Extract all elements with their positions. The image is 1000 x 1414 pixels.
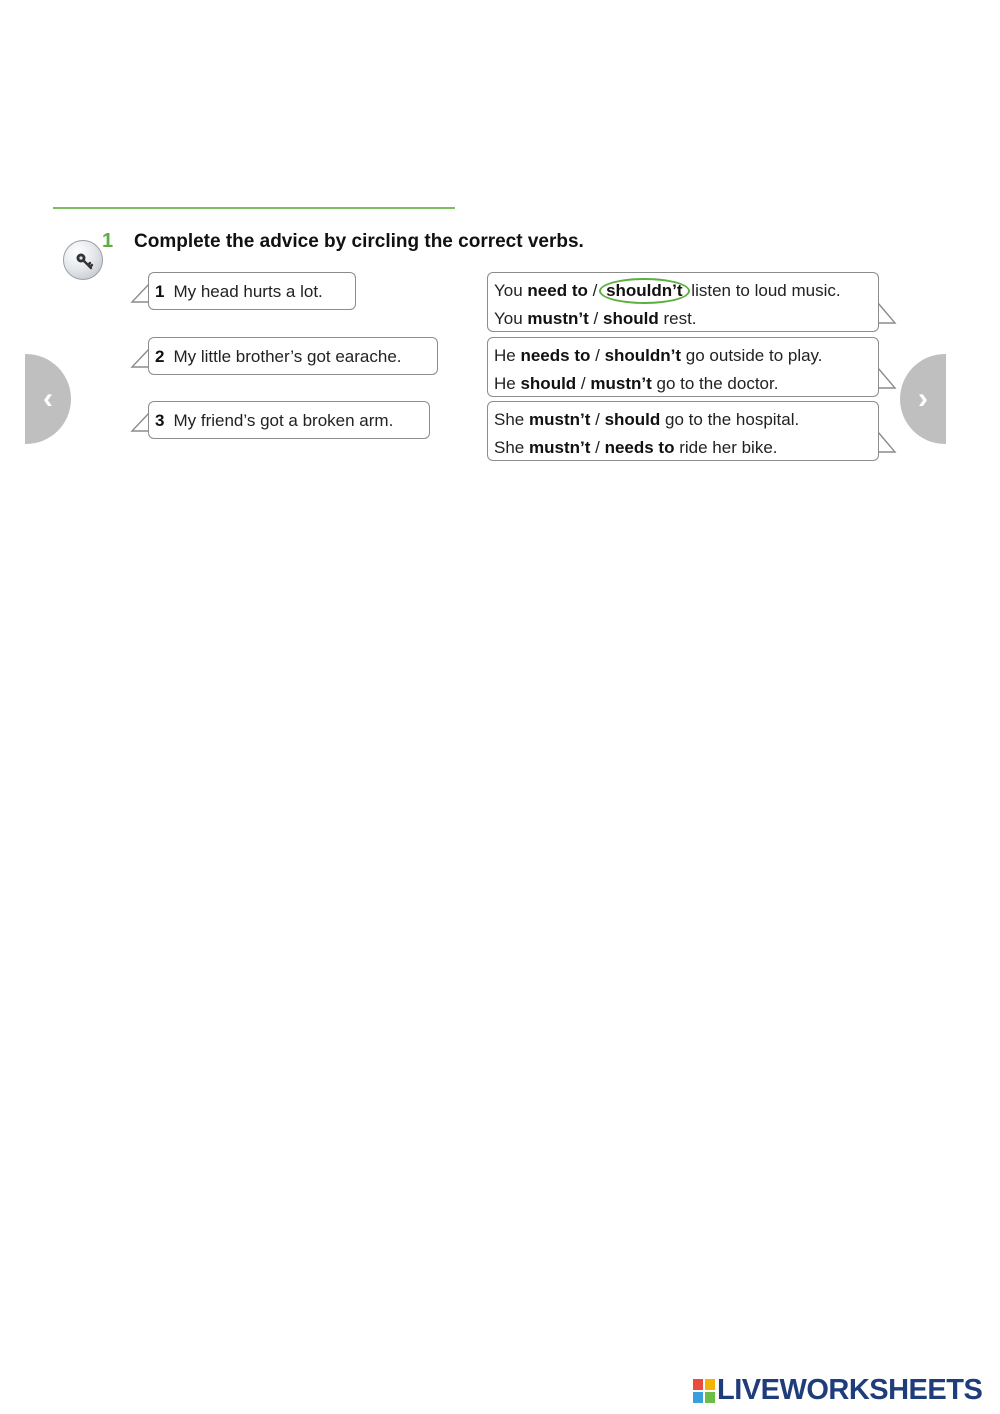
logo-mark-icon [693, 1379, 715, 1403]
liveworksheets-logo[interactable] [693, 1374, 982, 1407]
problem-text: My friend’s got a broken arm. [173, 411, 394, 430]
verb-option-shouldnt-circled[interactable]: shouldn’t [599, 278, 689, 304]
verb-option-mustnt[interactable]: mustn’t [528, 410, 591, 429]
logo-text: LIVEWORKSHEETS [717, 1374, 983, 1406]
chevron-left-icon: ‹ [43, 382, 53, 415]
speech-bubble-tail [876, 366, 898, 392]
key-icon [63, 240, 103, 280]
advice-line: He should / mustn’t go to the doctor. [494, 374, 779, 393]
exercise-number: 1 [102, 230, 114, 252]
problem-bubble-1 [148, 272, 356, 310]
problem-bubble-3 [148, 401, 430, 439]
advice-line: She mustn’t / should go to the hospital. [494, 410, 800, 429]
exercise-instruction: Complete the advice by circling the correct verbs. [134, 231, 584, 252]
problem-number: 3 [155, 411, 165, 430]
advice-bubble-1 [487, 272, 879, 332]
verb-option-needs-to[interactable]: needs to [604, 438, 675, 457]
verb-option-shouldnt[interactable]: shouldn’t [604, 346, 682, 365]
verb-option-mustnt[interactable]: mustn’t [528, 438, 591, 457]
problem-bubble-2 [148, 337, 438, 375]
advice-line: He needs to / shouldn’t go outside to play. [494, 346, 823, 365]
advice-line: You mustn’t / should rest. [494, 309, 697, 328]
problem-number: 2 [155, 347, 165, 366]
verb-option-need-to[interactable]: need to [527, 281, 588, 300]
speech-bubble-tail [876, 430, 898, 456]
advice-line: You need to / shouldn’t listen to loud music. [494, 277, 878, 305]
previous-page-button[interactable] [25, 354, 71, 444]
verb-option-mustnt[interactable]: mustn’t [590, 374, 652, 393]
advice-bubble-3 [487, 401, 879, 461]
verb-option-needs-to[interactable]: needs to [520, 346, 591, 365]
problem-number: 1 [155, 282, 165, 301]
verb-option-should[interactable]: should [520, 374, 577, 393]
advice-line: She mustn’t / needs to ride her bike. [494, 438, 778, 457]
section-divider [53, 207, 455, 209]
chevron-right-icon: › [918, 382, 928, 415]
problem-text: My little brother’s got earache. [173, 347, 402, 366]
problem-text: My head hurts a lot. [173, 282, 323, 301]
next-page-button[interactable] [900, 354, 946, 444]
verb-option-should[interactable]: should [604, 410, 661, 429]
verb-option-mustnt[interactable]: mustn’t [527, 309, 589, 328]
verb-option-should[interactable]: should [603, 309, 659, 328]
speech-bubble-tail [876, 301, 898, 327]
advice-bubble-2 [487, 337, 879, 397]
